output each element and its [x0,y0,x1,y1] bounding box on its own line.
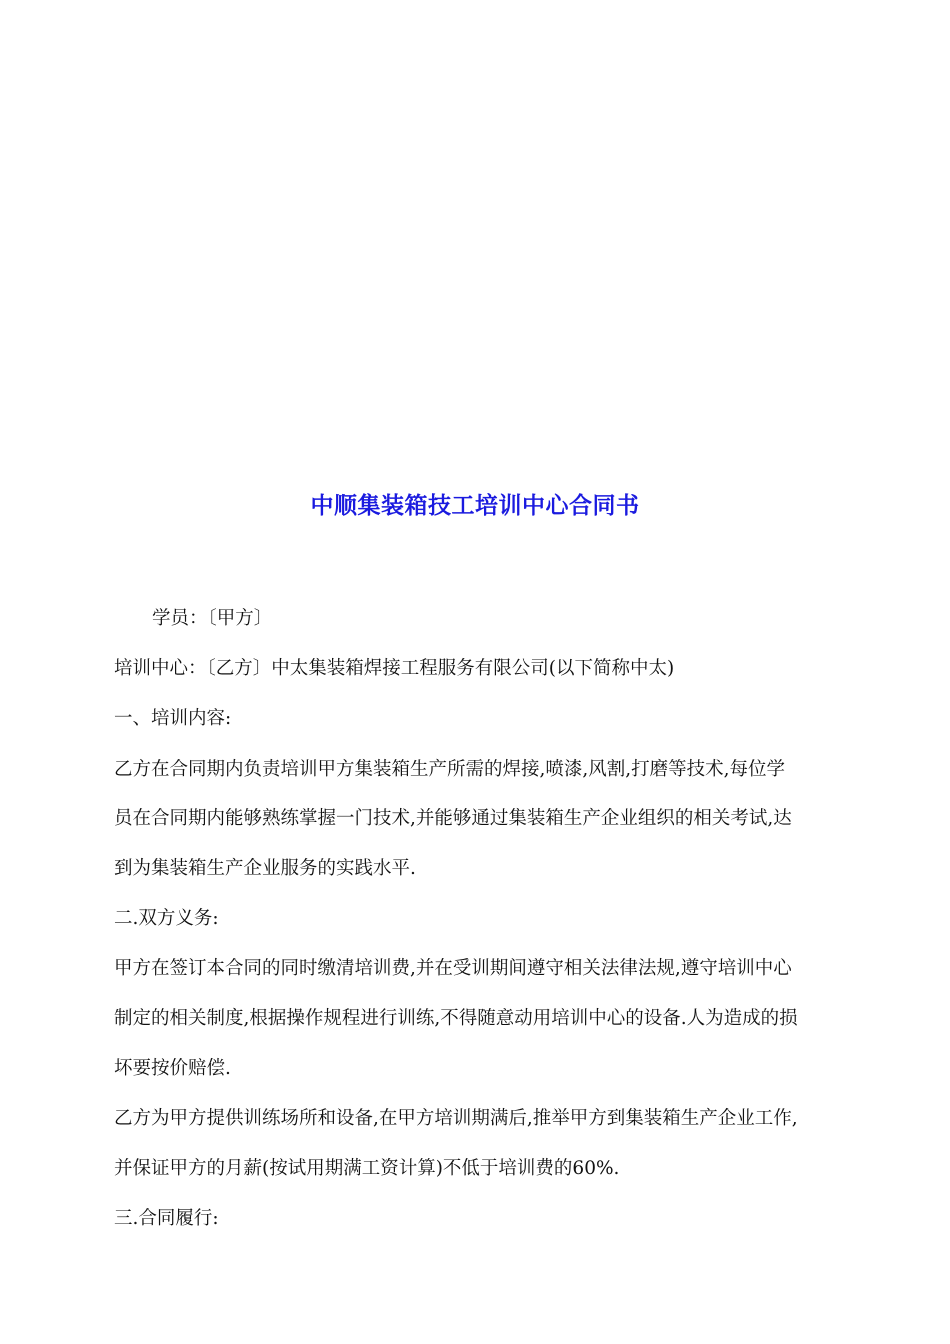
section-heading-obligations: 二.双方义务: [114,908,219,929]
section-heading-performance: 三.合同履行: [114,1208,219,1229]
paragraph-line: 制定的相关制度,根据操作规程进行训练,不得随意动用培训中心的设备.人为造成的损 [114,1008,798,1029]
paragraph-line: 坏要按价赔偿. [114,1058,231,1079]
party-a-line: 学员：〔甲方〕 [152,608,273,629]
paragraph-line: 到为集装箱生产企业服务的实践水平. [114,858,416,879]
paragraph-line: 乙方为甲方提供训练场所和设备,在甲方培训期满后,推举甲方到集装箱生产企业工作, [114,1108,798,1129]
paragraph-line: 员在合同期内能够熟练掌握一门技术,并能够通过集装箱生产企业组织的相关考试,达 [114,808,792,829]
paragraph-line: 并保证甲方的月薪(按试用期满工资计算)不低于培训费的60%. [114,1158,620,1179]
party-b-line: 培训中心：〔乙方〕中太集装箱焊接工程服务有限公司(以下简称中太) [114,658,675,679]
paragraph-line: 乙方在合同期内负责培训甲方集装箱生产所需的焊接,喷漆,风割,打磨等技术,每位学 [114,759,786,780]
document-title: 中顺集装箱技工培训中心合同书 [310,493,640,519]
section-heading-training-content: 一、培训内容: [114,708,232,729]
paragraph-line: 甲方在签订本合同的同时缴清培训费,并在受训期间遵守相关法律法规,遵守培训中心 [114,958,792,979]
